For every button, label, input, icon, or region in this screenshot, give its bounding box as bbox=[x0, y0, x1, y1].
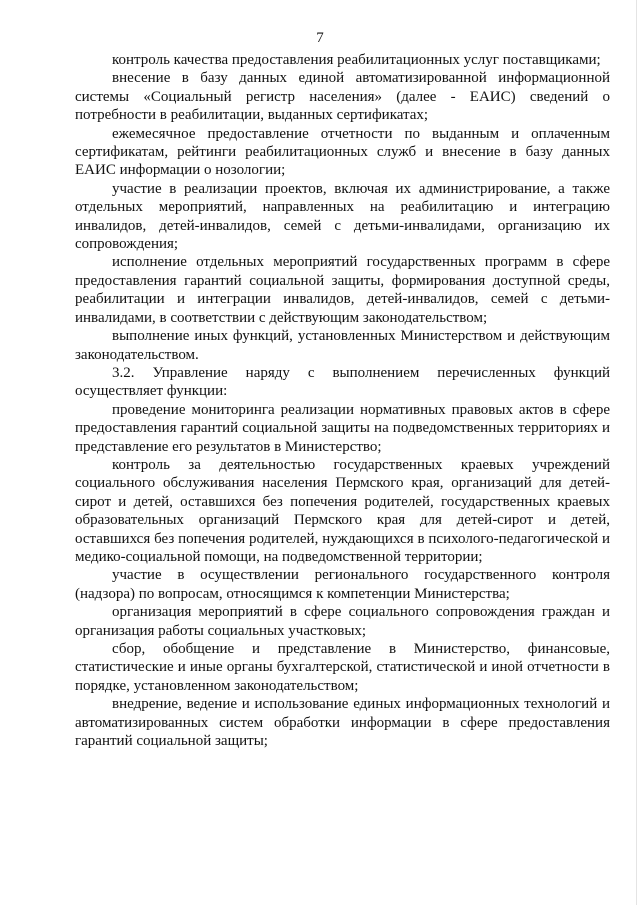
paragraph: организация мероприятий в сфере социального сопровождения граждан и организация работы социальных участковых; bbox=[75, 604, 610, 639]
scan-edge-line bbox=[636, 0, 637, 905]
paragraph: выполнение иных функций, установленных Министерством и действующим законодательством. bbox=[75, 328, 610, 363]
paragraph: контроль качества предоставления реабилитационных услуг поставщиками; bbox=[112, 52, 601, 68]
paragraph: участие в реализации проектов, включая их администрирование, а также отдельных мероприятий, направленных на реабилитацию и интеграцию инвалидов, детей-инвалидов, семей с детьми-инвалидами, организацию их сопровождения; bbox=[75, 180, 610, 253]
page-number: 7 bbox=[316, 30, 324, 46]
paragraph: участие в осуществлении регионального государственного контроля (надзора) по вопросам, относящимся к компетенции Министерства; bbox=[75, 567, 610, 602]
paragraph: контроль за деятельностью государственных краевых учреждений социального обслуживания населения Пермского края, организаций для детей-сирот и детей, оставшихся без попечения родителей, государственных краевых образовательных организаций Пермского края для детей-сирот и детей, оставшихся без попечения родителей, нуждающихся в психолого-педагогической и медико-социальной помощи, на подведомственной территории; bbox=[75, 456, 610, 565]
paragraph: внесение в базу данных единой автоматизированной информационной системы «Социальный регистр населения» (далее - ЕАИС) сведений о потребности в реабилитации, выданных сертификатах; bbox=[75, 70, 610, 124]
paragraph: ежемесячное предоставление отчетности по выданным и оплаченным сертификатам, рейтинги реабилитационных служб и внесение в базу данных ЕАИС информации о нозологии; bbox=[75, 125, 610, 179]
paragraph: проведение мониторинга реализации нормативных правовых актов в сфере предоставления гарантий социальной защиты на подведомственных территориях и представление его результатов в Министерство; bbox=[75, 401, 610, 455]
document-body bbox=[75, 51, 610, 750]
paragraph: исполнение отдельных мероприятий государственных программ в сфере предоставления гарантий социальной защиты, формирования доступной среды, реабилитации и интеграции инвалидов, детей-инвалидов, семей с детьми-инвалидами, в соответствии с действующим законодательством; bbox=[75, 254, 610, 326]
section-paragraph: 3.2. Управление наряду с выполнением перечисленных функций осуществляет функции: bbox=[75, 364, 610, 400]
paragraph: сбор, обобщение и представление в Министерство, финансовые, статистические и иные органы бухгалтерской, статистической и иной отчетности в порядке, установленном законодательством; bbox=[75, 641, 610, 694]
paragraph: внедрение, ведение и использование единых информационных технологий и автоматизированных систем обработки информации в сфере предоставления гарантий социальной защиты; bbox=[75, 696, 610, 750]
